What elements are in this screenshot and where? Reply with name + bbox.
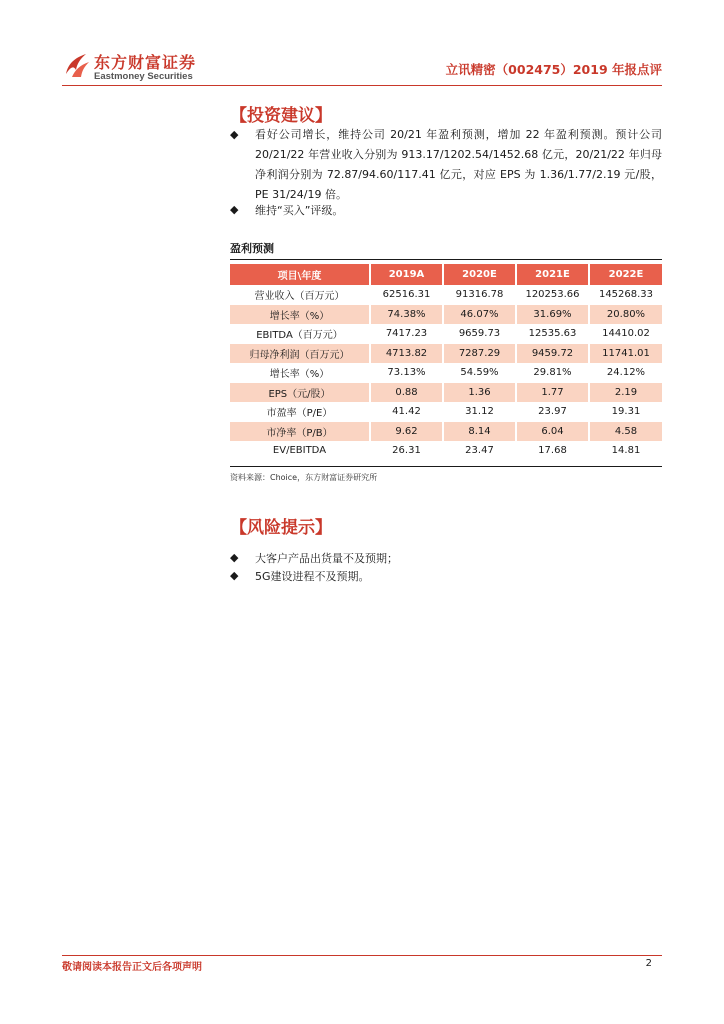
value-cell: 17.68 [516,441,589,461]
row-label-cell: 市盈率（P/E） [230,402,370,422]
table-row [230,344,662,364]
risk-bullet-text: 5G建设进程不及预期。 [255,570,370,583]
row-label-cell: 增长率（%） [230,363,370,383]
brand-name-en: Eastmoney Securities [94,71,193,82]
source-note: 资料来源：Choice，东方财富证券研究所 [230,473,378,482]
value-cell: 20.80% [589,305,662,325]
investment-bullet [230,125,662,205]
diamond-bullet-icon: ◆ [230,203,239,216]
table-top-rule [230,259,662,260]
value-cell: 8.14 [443,422,516,442]
value-cell: 7417.23 [370,324,443,344]
value-cell: 23.47 [443,441,516,461]
diamond-bullet-icon: ◆ [230,128,239,141]
risk-bullet [230,551,662,567]
value-cell: 0.88 [370,383,443,403]
footer-disclaimer: 敬请阅读本报告正文后各项声明 [62,962,202,973]
value-cell: 9659.73 [443,324,516,344]
value-cell: 2.19 [589,383,662,403]
investment-bullet-text: 看好公司增长，维持公司 20/21 年盈利预测，增加 22 年盈利预测。预计公司 20/21/22 年营业收入分别为 913.17/1202.54/1452.68 亿元，20/21/22 年归母净利润分别为 72.87/94.60/117.41 亿元，对应 EPS 为 1.36/1.77/2.19 元/股，PE 31/24/19 倍。 [255,128,662,201]
value-cell: 73.13% [370,363,443,383]
row-label-cell: EBITDA（百万元） [230,324,370,344]
value-cell: 14410.02 [602,328,650,340]
table-row [230,402,662,422]
table-row [230,363,662,383]
table-bottom-rule [230,466,662,467]
risk-bullet [230,569,662,585]
risk-heading: 【风险提示】 [230,518,332,538]
column-header: 2019A [370,264,443,285]
table-row [230,441,662,461]
value-cell: 54.59% [443,363,516,383]
value-cell: 62516.31 [370,285,443,305]
investment-heading: 【投资建议】 [230,106,332,126]
brand-name-cn: 东方财富证券 [94,53,197,72]
row-label-cell: 增长率（%） [230,305,370,325]
value-cell: 1.36 [443,383,516,403]
row-label-cell: 市净率（P/B） [230,422,370,442]
diamond-bullet-icon: ◆ [230,569,239,582]
row-label-cell: EPS（元/股） [230,383,370,403]
diamond-bullet-icon: ◆ [230,551,239,564]
header-divider [62,85,662,86]
value-cell: 23.97 [516,402,589,422]
value-cell: 9.62 [370,422,443,442]
brand-flame-icon [62,50,92,80]
value-cell: 145268.33 [598,289,654,301]
forecast-table [230,264,662,461]
value-cell: 4713.82 [370,344,443,364]
column-header: 2020E [443,264,516,285]
risk-bullet-text: 大客户产品出货量不及预期； [255,552,398,565]
table-row [230,422,662,442]
footer-divider [62,955,662,956]
table-row [230,324,662,344]
table-header-row [230,264,662,285]
page-number: 2 [645,958,652,969]
value-cell: 9459.72 [516,344,589,364]
value-cell: 19.31 [611,406,641,418]
table-row [230,285,662,305]
value-cell: 1.77 [516,383,589,403]
value-cell: 31.12 [443,402,516,422]
brand-logo [62,46,212,86]
row-label-cell: EV/EBITDA [230,441,370,461]
value-cell: 14.81 [611,445,641,457]
value-cell: 12535.63 [516,324,589,344]
value-cell: 46.07% [443,305,516,325]
row-label-cell: 归母净利润（百万元） [230,344,370,364]
value-cell: 24.12% [606,367,646,379]
value-cell: 7287.29 [443,344,516,364]
column-header: 项目\年度 [230,264,370,285]
investment-bullet-text: 维持“买入”评级。 [255,204,344,217]
value-cell: 74.38% [370,305,443,325]
report-title: 立讯精密（002475）2019 年报点评 [445,62,662,77]
table-title: 盈利预测 [230,242,274,255]
value-cell: 91316.78 [443,285,516,305]
investment-bullet [230,203,662,219]
row-label-cell: 营业收入（百万元） [230,285,370,305]
table-row [230,383,662,403]
value-cell: 11741.01 [589,344,662,364]
value-cell: 31.69% [516,305,589,325]
value-cell: 26.31 [370,441,443,461]
column-header: 2021E [516,264,589,285]
column-header: 2022E [589,264,662,285]
value-cell: 29.81% [516,363,589,383]
table-row [230,305,662,325]
value-cell: 41.42 [370,402,443,422]
value-cell: 6.04 [516,422,589,442]
value-cell: 4.58 [589,422,662,442]
value-cell: 120253.66 [516,285,589,305]
